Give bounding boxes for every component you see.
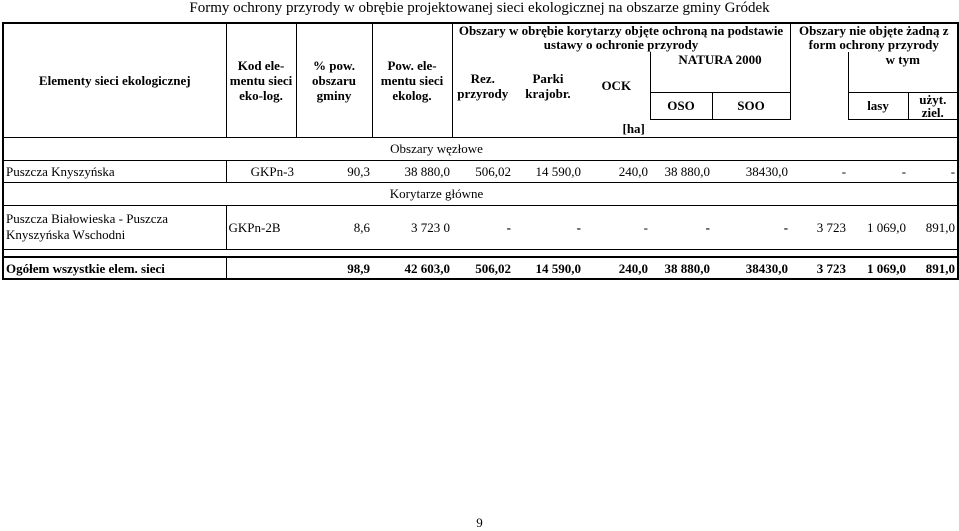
row-ock: 240,0: [583, 160, 650, 182]
header-unprotected: Obszary nie objęte żadną z form ochrony przyrody: [790, 23, 958, 52]
row-name: Puszcza Białowieska - Puszcza Knyszyńska Wschodni: [3, 205, 226, 249]
section-nodes: Obszary węzłowe: [3, 137, 958, 160]
document-title: Formy ochrony przyrody w obrębie projektowanej sieci ekologicznej na obszarze gminy Gródek: [189, 0, 770, 16]
total-oso: 38 880,0: [650, 257, 712, 279]
row-parki: -: [513, 205, 583, 249]
total-parki: 14 590,0: [513, 257, 583, 279]
header-oso: OSO: [650, 92, 712, 119]
row-area: 38 880,0: [372, 160, 452, 182]
row-code: GKPn-3: [226, 160, 296, 182]
total-area: 42 603,0: [372, 257, 452, 279]
row-oso: -: [650, 205, 712, 249]
header-unprot-empty: [790, 52, 848, 119]
row-soo: 38430,0: [712, 160, 790, 182]
header-agri: użyt. ziel.: [908, 92, 958, 119]
page-number: 9: [476, 515, 483, 530]
header-forests: lasy: [848, 92, 908, 119]
section-corridors: Korytarze główne: [3, 182, 958, 205]
header-elements: Elementy sieci ekologicznej: [3, 23, 226, 137]
header-protected: Obszary w obrębie korytarzy objęte ochroną na podstawie ustawy o ochronie przyrody: [452, 23, 790, 52]
header-unit: [ha]: [452, 119, 958, 137]
header-pct-area: % pow. obszaru gminy: [296, 23, 372, 137]
header-ock: OCK: [583, 52, 650, 119]
row-lasy: -: [848, 160, 908, 182]
row-lasy: 1 069,0: [848, 205, 908, 249]
row-area: 3 723 0: [372, 205, 452, 249]
protection-forms-table: [2, 22, 959, 280]
row-rez: -: [452, 205, 513, 249]
row-ock: -: [583, 205, 650, 249]
row-ziel: -: [908, 160, 958, 182]
header-reserves: Rez. przyrody: [452, 52, 513, 119]
header-area: Pow. ele-mentu sieci ekolog.: [372, 23, 452, 137]
row-parki: 14 590,0: [513, 160, 583, 182]
header-soo: SOO: [712, 92, 790, 119]
total-pct: 98,9: [296, 257, 372, 279]
total-code-empty: [226, 257, 296, 279]
row-unprot: -: [790, 160, 848, 182]
row-pct: 90,3: [296, 160, 372, 182]
total-lasy: 1 069,0: [848, 257, 908, 279]
total-unprot: 3 723: [790, 257, 848, 279]
total-ziel: 891,0: [908, 257, 958, 279]
row-soo: -: [712, 205, 790, 249]
spacer-row: [3, 249, 958, 257]
row-pct: 8,6: [296, 205, 372, 249]
header-of-which: w tym: [848, 52, 958, 92]
total-soo: 38430,0: [712, 257, 790, 279]
row-rez: 506,02: [452, 160, 513, 182]
row-oso: 38 880,0: [650, 160, 712, 182]
header-code: Kod ele-mentu sieci eko-log.: [226, 23, 296, 137]
header-parks: Parki krajobr.: [525, 70, 571, 101]
total-ock: 240,0: [583, 257, 650, 279]
header-natura: NATURA 2000: [650, 52, 790, 92]
total-name: Ogółem wszystkie elem. sieci: [3, 257, 226, 279]
total-rez: 506,02: [452, 257, 513, 279]
row-code: GKPn-2B: [226, 205, 296, 249]
row-ziel: 891,0: [908, 205, 958, 249]
row-unprot: 3 723: [790, 205, 848, 249]
row-name: Puszcza Knyszyńska: [3, 160, 226, 182]
